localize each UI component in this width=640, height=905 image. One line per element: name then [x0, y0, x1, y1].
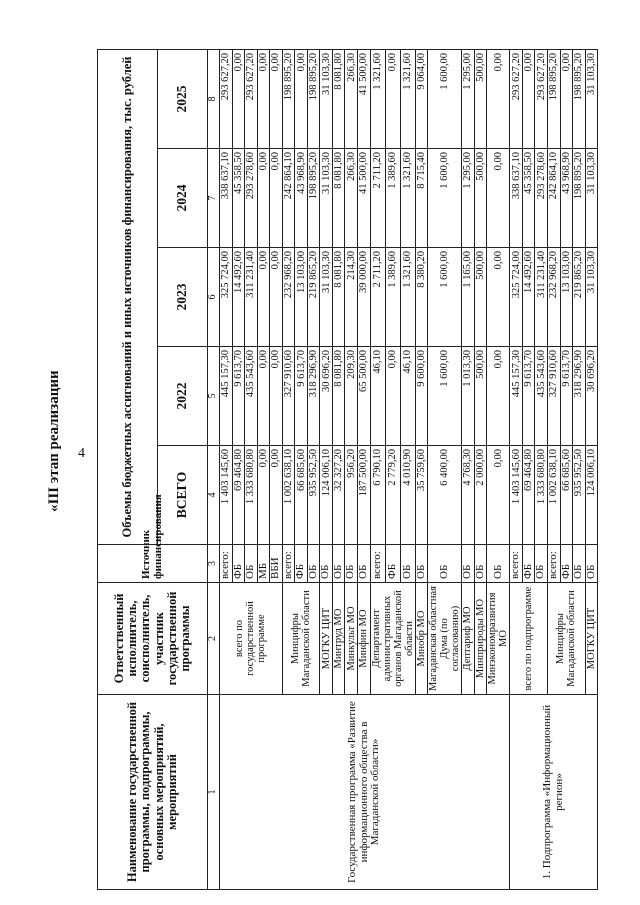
amount-cell: 39 000,00	[358, 248, 371, 347]
header-year-2023: 2023	[158, 248, 208, 347]
amount-cell: 65 500,00	[358, 347, 371, 446]
amount-cell: 66 685,60	[560, 446, 573, 545]
amount-cell: 8 081,80	[332, 49, 345, 148]
amount-cell: 41 500,00	[358, 149, 371, 248]
amount-cell: 1 389,60	[385, 248, 400, 347]
funding-source-cell: ОБ	[415, 545, 428, 583]
amount-cell: 14 492,60	[522, 248, 535, 347]
amount-cell: 32 327,20	[332, 446, 345, 545]
amount-cell: 0,00	[257, 49, 270, 148]
amount-cell: 0,00	[257, 248, 270, 347]
column-index-row	[208, 49, 220, 889]
amount-cell: 445 157,30	[510, 347, 523, 446]
amount-cell: 2 711,20	[370, 149, 385, 248]
funding-source-cell: ОБ	[400, 545, 415, 583]
amount-cell: 293 627,20	[245, 49, 258, 148]
amount-cell: 266,30	[345, 49, 358, 148]
amount-cell: 0,00	[257, 149, 270, 248]
header-year-2024: 2024	[158, 149, 208, 248]
amount-cell: 4 768,30	[462, 446, 475, 545]
amount-cell: 293 278,60	[535, 149, 548, 248]
amount-cell: 935 952,50	[573, 446, 586, 545]
amount-cell: 0,00	[487, 446, 510, 545]
funding-source-cell: ФБ	[560, 545, 573, 583]
header-funding-source: Источник финансирования	[98, 545, 208, 583]
executor-cell: Департамент административных органов Магаданской области	[370, 583, 415, 695]
amount-cell: 0,00	[385, 347, 400, 446]
amount-cell: 6 790,10	[370, 446, 385, 545]
amount-cell: 327 910,60	[282, 347, 295, 446]
amount-cell: 8 715,40	[415, 149, 428, 248]
amount-cell: 13 103,00	[560, 248, 573, 347]
amount-cell: 219 865,20	[307, 248, 320, 347]
amount-cell: 45 358,50	[232, 149, 245, 248]
amount-cell: 232 968,20	[282, 248, 295, 347]
amount-cell: 187 500,00	[358, 446, 371, 545]
amount-cell: 1 002 638,10	[282, 446, 295, 545]
amount-cell: 45 358,50	[522, 149, 535, 248]
amount-cell: 293 627,20	[535, 49, 548, 148]
funding-source-cell: ОБ	[487, 545, 510, 583]
amount-cell: 9 600,00	[415, 347, 428, 446]
column-index: 7	[208, 149, 220, 248]
amount-cell: 1 333 680,80	[245, 446, 258, 545]
executor-cell: Минцифры Магаданской области	[547, 583, 585, 695]
amount-cell: 8 081,80	[332, 149, 345, 248]
amount-cell: 1 321,60	[400, 149, 415, 248]
funding-source-cell: ОБ	[585, 545, 598, 583]
amount-cell: 69 464,80	[522, 446, 535, 545]
amount-cell: 31 103,30	[585, 248, 598, 347]
amount-cell: 198 895,20	[307, 149, 320, 248]
amount-cell: 43 968,90	[560, 149, 573, 248]
amount-cell: 41 500,00	[358, 49, 371, 148]
executor-cell: Минфин МО	[358, 583, 371, 695]
amount-cell: 30 696,20	[320, 347, 333, 446]
amount-cell: 219 865,20	[573, 248, 586, 347]
amount-cell: 232 968,20	[547, 248, 560, 347]
amount-cell: 0,00	[385, 49, 400, 148]
amount-cell: 1 389,60	[385, 149, 400, 248]
amount-cell: 1 600,00	[428, 248, 462, 347]
amount-cell: 31 103,30	[585, 49, 598, 148]
amount-cell: 1 321,60	[400, 49, 415, 148]
header-year-2022: 2022	[158, 347, 208, 446]
amount-cell: 1 013,30	[462, 347, 475, 446]
amount-cell: 500,00	[474, 248, 487, 347]
amount-cell: 46,10	[400, 347, 415, 446]
executor-cell: Минкульт МО	[345, 583, 358, 695]
amount-cell: 935 952,50	[307, 446, 320, 545]
amount-cell: 9 613,70	[295, 347, 308, 446]
amount-cell: 2 779,20	[385, 446, 400, 545]
executor-cell: Минэкономразвития МО	[487, 583, 510, 695]
header-program-name: Наименование государственной программы, подпрограммы, основных мероприятий, мероприятий	[98, 695, 208, 890]
amount-cell: 0,00	[257, 347, 270, 446]
funding-source-cell: ОБ	[307, 545, 320, 583]
amount-cell: 0,00	[257, 446, 270, 545]
amount-cell: 1 403 145,60	[510, 446, 523, 545]
amount-cell: 0,00	[270, 446, 283, 545]
funding-source-cell: ОБ	[462, 545, 475, 583]
amount-cell: 198 895,20	[547, 49, 560, 148]
funding-source-cell: ФБ	[232, 545, 245, 583]
amount-cell: 30 696,20	[585, 347, 598, 446]
amount-cell: 9 613,70	[522, 347, 535, 446]
funding-source-cell: ФБ	[522, 545, 535, 583]
amount-cell: 293 627,20	[220, 49, 233, 148]
amount-cell: 0,00	[487, 149, 510, 248]
amount-cell: 13 103,00	[295, 248, 308, 347]
column-index: 4	[208, 446, 220, 545]
amount-cell: 214,30	[345, 248, 358, 347]
amount-cell: 325 724,00	[510, 248, 523, 347]
amount-cell: 311 231,40	[535, 248, 548, 347]
executor-cell: всего по подпрограмме	[510, 583, 548, 695]
amount-cell: 6 400,00	[428, 446, 462, 545]
funding-source-cell: ОБ	[358, 545, 371, 583]
amount-cell: 4 010,90	[400, 446, 415, 545]
amount-cell: 0,00	[487, 347, 510, 446]
executor-cell: Дептариф МО	[462, 583, 475, 695]
header-year-2025: 2025	[158, 49, 208, 148]
column-index: 6	[208, 248, 220, 347]
amount-cell: 198 895,20	[573, 49, 586, 148]
executor-cell: Магаданская областная Дума (по согласованию)	[428, 583, 462, 695]
amount-cell: 198 895,20	[573, 149, 586, 248]
amount-cell: 0,00	[232, 49, 245, 148]
amount-cell: 311 231,40	[245, 248, 258, 347]
amount-cell: 31 103,30	[320, 149, 333, 248]
amount-cell: 2 000,00	[474, 446, 487, 545]
amount-cell: 325 724,00	[220, 248, 233, 347]
amount-cell: 35 759,60	[415, 446, 428, 545]
funding-source-cell: ФБ	[385, 545, 400, 583]
funding-source-cell: ОБ	[428, 545, 462, 583]
amount-cell: 31 103,30	[320, 49, 333, 148]
funding-source-cell: всего:	[370, 545, 385, 583]
funding-source-cell: всего:	[547, 545, 560, 583]
amount-cell: 0,00	[270, 248, 283, 347]
funding-source-cell: ОБ	[573, 545, 586, 583]
funding-source-cell: ВБИ	[270, 545, 283, 583]
subprogram-name: 1. Подпрограмма «Информационный регион»	[510, 695, 598, 890]
amount-cell: 43 968,90	[295, 149, 308, 248]
amount-cell: 0,00	[522, 49, 535, 148]
executor-cell: Минобр МО	[415, 583, 428, 695]
executor-cell: Минтруд МО	[332, 583, 345, 695]
executor-cell: всего по государственной программе	[220, 583, 283, 695]
table-row	[510, 49, 523, 889]
funding-source-cell: ОБ	[474, 545, 487, 583]
amount-cell: 338 637,10	[220, 149, 233, 248]
amount-cell: 0,00	[270, 49, 283, 148]
header-executor: Ответственный исполнитель, соисполнитель, участник государственной программы	[98, 583, 208, 695]
amount-cell: 0,00	[560, 49, 573, 148]
amount-cell: 0,00	[270, 347, 283, 446]
amount-cell: 124 006,10	[320, 446, 333, 545]
amount-cell: 500,00	[474, 49, 487, 148]
amount-cell: 1 295,00	[462, 49, 475, 148]
amount-cell: 318 296,90	[307, 347, 320, 446]
amount-cell: 8 081,80	[332, 347, 345, 446]
amount-cell: 338 637,10	[510, 149, 523, 248]
amount-cell: 0,00	[295, 49, 308, 148]
amount-cell: 0,00	[487, 49, 510, 148]
amount-cell: 46,10	[370, 347, 385, 446]
amount-cell: 2 711,20	[370, 248, 385, 347]
amount-cell: 266,30	[345, 149, 358, 248]
funding-source-cell: ОБ	[245, 545, 258, 583]
header-year-total: ВСЕГО	[158, 446, 208, 545]
amount-cell: 242 864,10	[547, 149, 560, 248]
funding-source-cell: всего:	[510, 545, 523, 583]
amount-cell: 9 064,00	[415, 49, 428, 148]
amount-cell: 8 081,80	[332, 248, 345, 347]
amount-cell: 1 333 680,80	[535, 446, 548, 545]
funding-table	[97, 49, 598, 890]
funding-source-cell: всего:	[282, 545, 295, 583]
program-name: Государственная программа «Развитие информационного общества в Магаданской области»	[220, 695, 510, 890]
amount-cell: 293 278,60	[245, 149, 258, 248]
amount-cell: 293 627,20	[510, 49, 523, 148]
table-body	[220, 49, 598, 889]
column-index: 1	[208, 695, 220, 890]
table-row	[220, 49, 233, 889]
header-volumes: Объемы бюджетных ассигнований и иных источников финансирования, тыс. рублей	[98, 49, 158, 544]
amount-cell: 31 103,30	[320, 248, 333, 347]
amount-cell: 500,00	[474, 347, 487, 446]
amount-cell: 435 543,60	[535, 347, 548, 446]
stage-title-text: «III этап реализации	[46, 370, 62, 512]
executor-cell: Минцифры Магаданской области	[282, 583, 320, 695]
amount-cell: 209,30	[345, 347, 358, 446]
executor-cell: Минприроды МО	[474, 583, 487, 695]
amount-cell: 1 600,00	[428, 347, 462, 446]
amount-cell: 198 895,20	[307, 49, 320, 148]
amount-cell: 445 157,30	[220, 347, 233, 446]
amount-cell: 8 380,20	[415, 248, 428, 347]
amount-cell: 327 910,60	[547, 347, 560, 446]
column-index: 5	[208, 347, 220, 446]
amount-cell: 318 296,90	[573, 347, 586, 446]
page-number: 4	[78, 446, 85, 461]
amount-cell: 0,00	[270, 149, 283, 248]
funding-source-cell: ФБ	[295, 545, 308, 583]
funding-source-cell: всего:	[220, 545, 233, 583]
funding-source-cell: ОБ	[332, 545, 345, 583]
amount-cell: 9 613,70	[232, 347, 245, 446]
funding-source-cell: ОБ	[345, 545, 358, 583]
column-index: 8	[208, 49, 220, 148]
amount-cell: 1 600,00	[428, 149, 462, 248]
amount-cell: 14 492,60	[232, 248, 245, 347]
amount-cell: 9 613,70	[560, 347, 573, 446]
amount-cell: 1 321,60	[400, 248, 415, 347]
amount-cell: 31 103,30	[585, 149, 598, 248]
amount-cell: 1 165,00	[462, 248, 475, 347]
executor-cell: МОГКУ ЦИТ	[585, 583, 598, 695]
funding-table-rotated	[97, 50, 597, 890]
amount-cell: 1 321,60	[370, 49, 385, 148]
funding-source-cell: ОБ	[535, 545, 548, 583]
amount-cell: 1 002 638,10	[547, 446, 560, 545]
column-index: 3	[208, 545, 220, 583]
funding-source-cell: ОБ	[320, 545, 333, 583]
amount-cell: 69 464,80	[232, 446, 245, 545]
amount-cell: 500,00	[474, 149, 487, 248]
amount-cell: 1 403 145,60	[220, 446, 233, 545]
amount-cell: 198 895,20	[282, 49, 295, 148]
executor-cell: МОГКУ ЦИТ	[320, 583, 333, 695]
funding-source-cell: МБ	[257, 545, 270, 583]
amount-cell: 956,20	[345, 446, 358, 545]
amount-cell: 242 864,10	[282, 149, 295, 248]
amount-cell: 1 295,00	[462, 149, 475, 248]
amount-cell: 0,00	[487, 248, 510, 347]
amount-cell: 1 600,00	[428, 49, 462, 148]
amount-cell: 124 006,10	[585, 446, 598, 545]
column-index: 2	[208, 583, 220, 695]
amount-cell: 66 685,60	[295, 446, 308, 545]
amount-cell: 435 543,60	[245, 347, 258, 446]
